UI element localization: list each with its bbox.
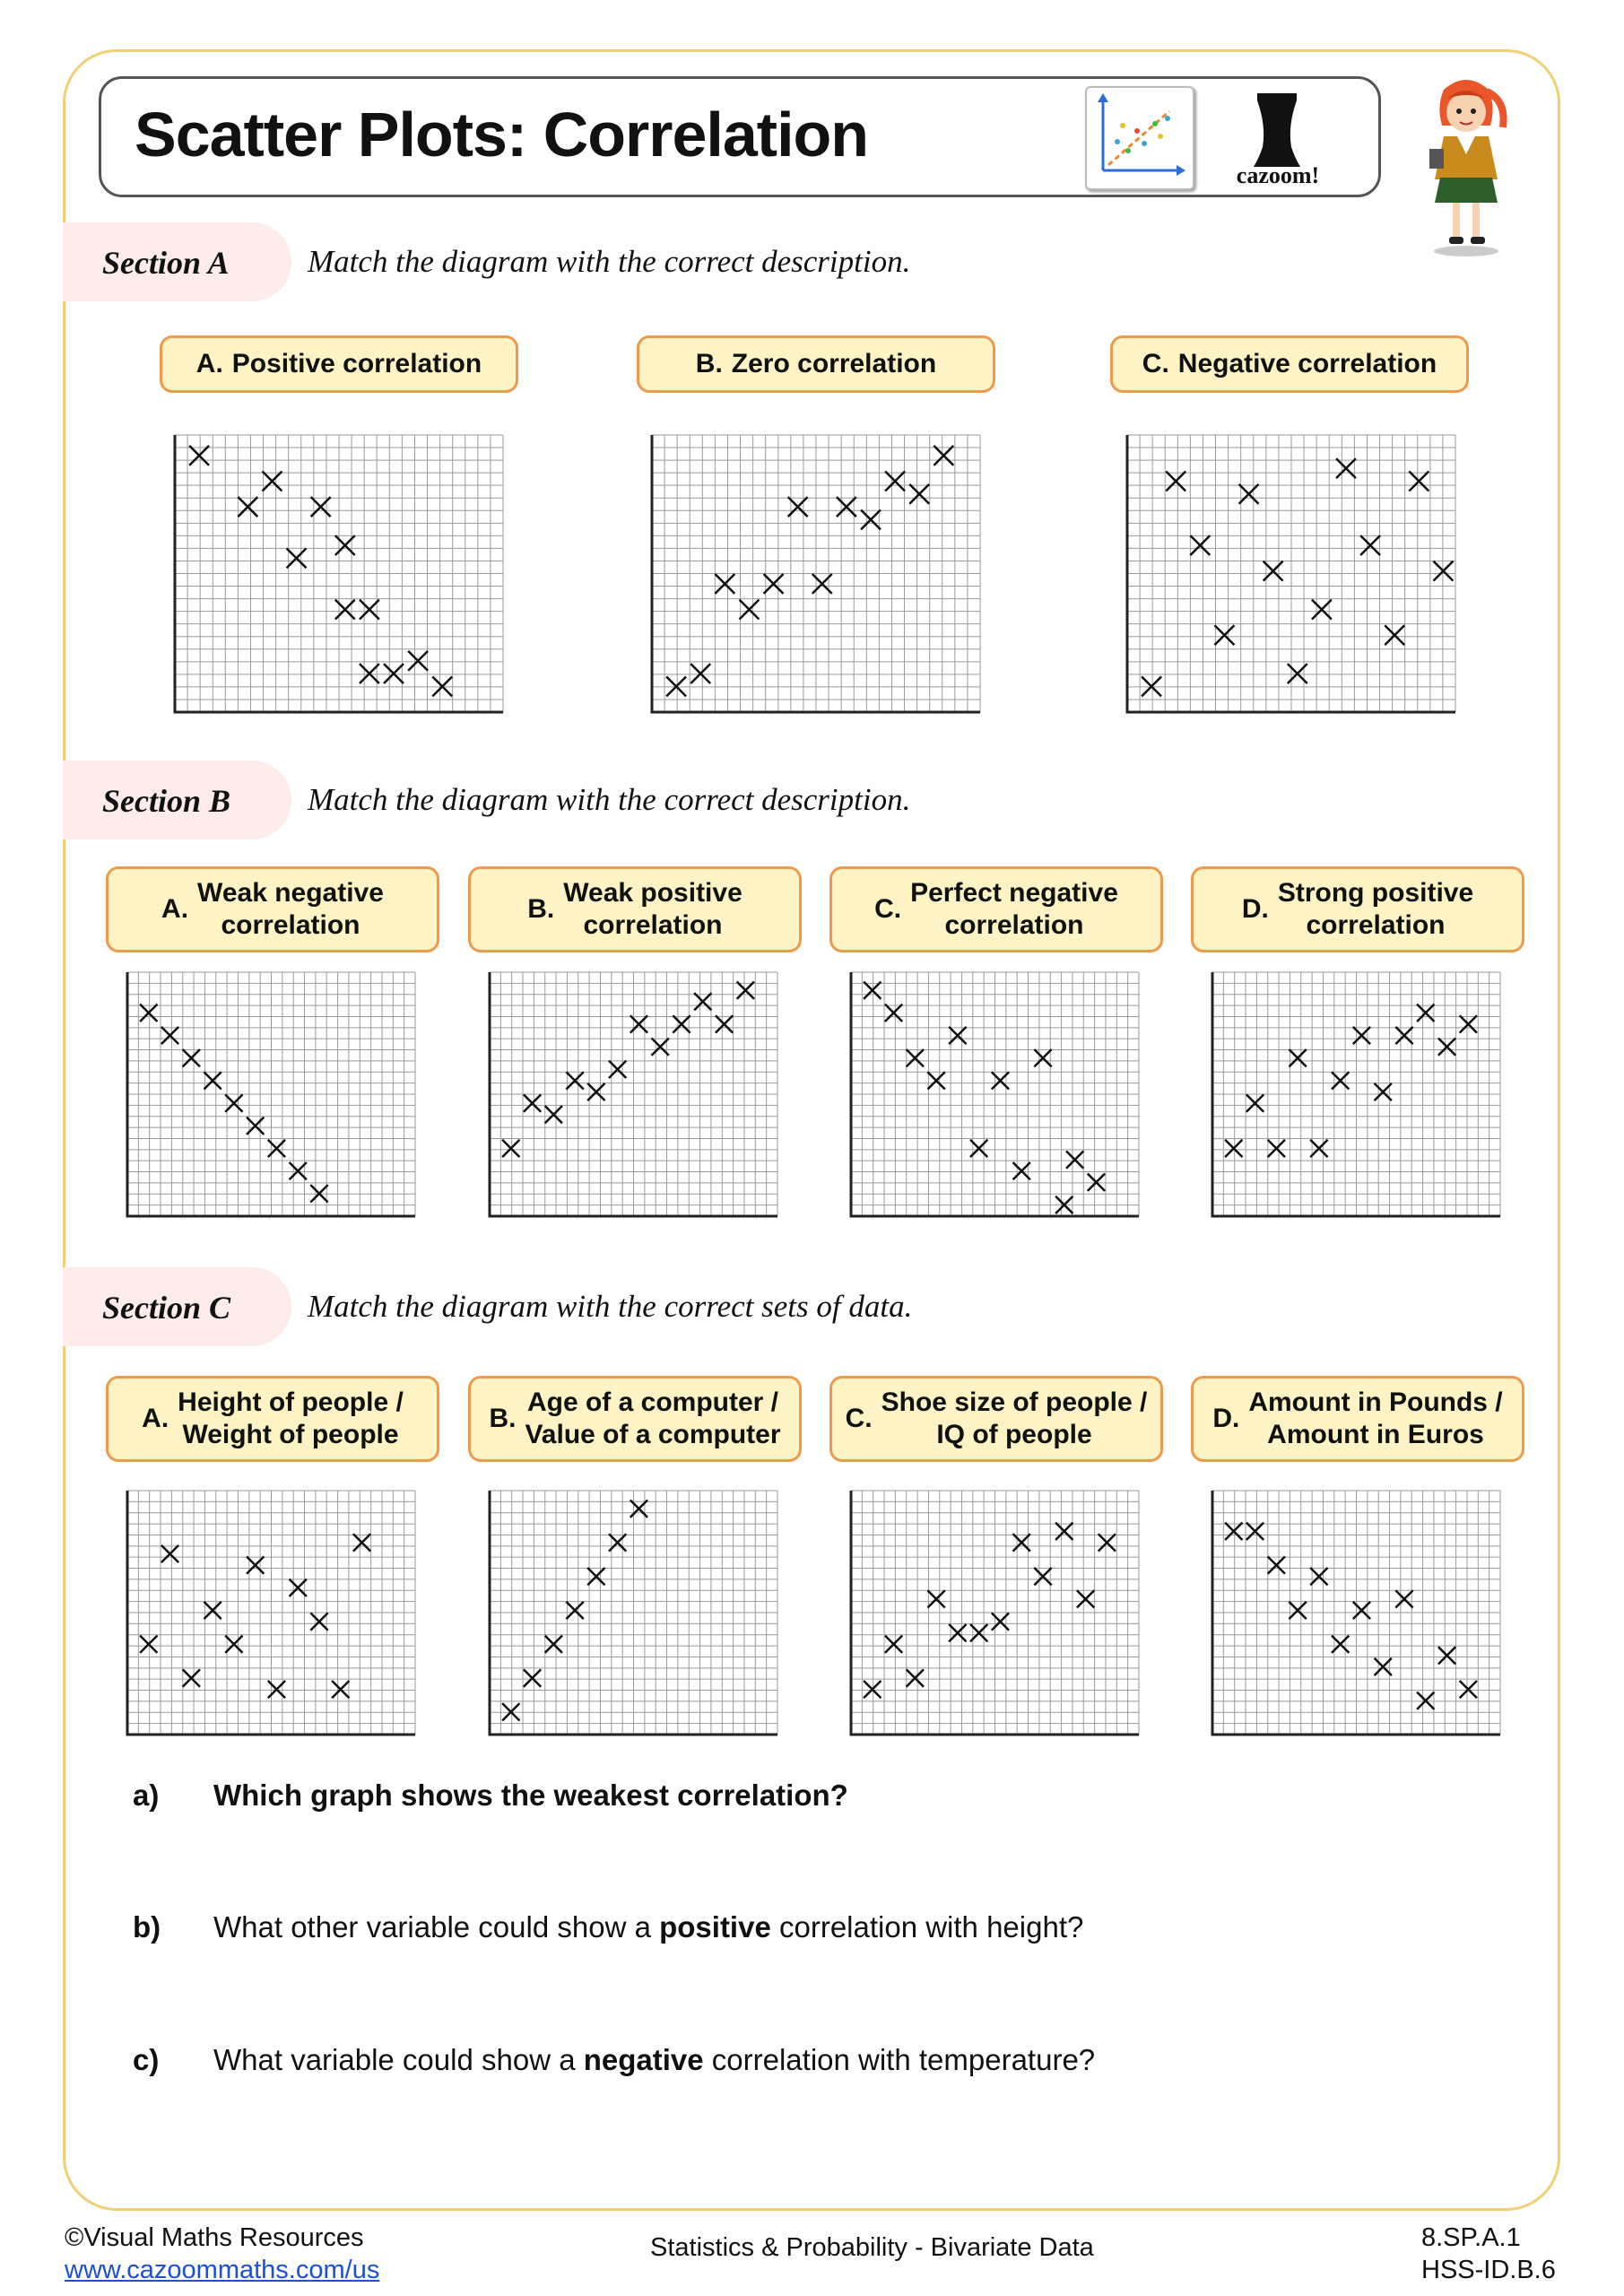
data-point-cross [737,981,754,998]
cazoom-logo [1211,86,1345,187]
data-point-cross [837,497,856,517]
data-point-cross [885,1004,902,1022]
data-point-cross [864,1681,881,1698]
data-point-cross [1034,1049,1051,1066]
data-point-cross [907,1049,924,1066]
data-point-cross [1310,1140,1327,1157]
section-a-plot-2 [650,433,982,714]
data-point-cross [1395,1590,1412,1607]
option-line-2: correlation [944,910,1084,940]
data-point-cross [673,1015,690,1032]
question-a [133,1779,848,1813]
section-c-instruction: Match the diagram with the correct sets of data. [308,1289,913,1324]
section-b-instruction: Match the diagram with the correct description. [308,782,911,817]
data-point-cross [353,1534,370,1551]
data-point-cross [739,600,759,620]
data-point-cross [587,1083,604,1100]
data-point-cross [715,574,734,594]
data-point-cross [262,472,282,491]
data-point-cross [1246,1094,1264,1111]
option-line-1: Perfect negative [910,878,1118,908]
data-point-cross [1077,1590,1094,1607]
option-letter: C. [1142,349,1169,378]
section-b-plot-2 [488,970,779,1218]
option-line-2: Value of a computer [525,1420,781,1449]
option-line-1: Amount in Pounds / [1248,1387,1503,1417]
data-point-cross [1013,1534,1030,1551]
data-point-cross [1166,472,1185,491]
question-letter: a) [133,1779,160,1812]
data-point-cross [384,664,404,683]
question-letter: c) [133,2043,160,2076]
data-point-cross [524,1094,541,1111]
section-b-plot-4 [1211,970,1502,1218]
option-text: Negative correlation [1177,349,1437,378]
scatter-chart-icon [1085,86,1194,190]
data-point-cross [907,1669,924,1686]
data-point-cross [1385,625,1404,645]
data-point-cross [1460,1681,1477,1698]
data-point-cross [183,1049,200,1066]
data-point-cross [1055,1523,1073,1540]
data-point-cross [1034,1568,1051,1585]
data-point-cross [1433,561,1453,581]
student-mascot-illustration [1417,72,1515,260]
data-point-cross [566,1072,583,1089]
section-c-plot-4 [1211,1489,1502,1736]
data-point-cross [1417,1004,1434,1022]
section-c-plot-1 [126,1489,417,1736]
data-point-cross [1239,484,1259,504]
data-point-cross [360,600,379,620]
section-b-option-b [468,866,802,952]
cazoom-logo-text: cazoom! [1236,162,1320,187]
question-emphasis: negative [583,2043,704,2076]
option-line-2: correlation [1306,910,1446,940]
data-point-cross [204,1602,221,1619]
data-point-cross [183,1669,200,1686]
section-b-plot-3 [849,970,1141,1218]
data-point-cross [140,1004,157,1022]
option-text: Positive correlation [231,349,482,378]
data-point-cross [502,1140,519,1157]
standard-code-1: 8.SP.A.1 [1421,2223,1521,2252]
option-line-2: correlation [221,910,360,940]
data-point-cross [927,1072,944,1089]
question-text-end: correlation with temperature? [703,2043,1096,2076]
data-point-cross [1395,1027,1412,1044]
question-letter: b) [133,1910,161,1944]
data-point-cross [694,993,711,1010]
data-point-cross [1375,1083,1392,1100]
option-line-1: Strong positive [1277,878,1474,908]
data-point-cross [1438,1647,1455,1664]
data-point-cross [290,1162,307,1179]
option-letter: D. [1212,1404,1240,1433]
section-c-label: Section C [102,1290,231,1326]
data-point-cross [1460,1015,1477,1032]
data-point-cross [1375,1658,1392,1675]
data-point-cross [652,1038,669,1055]
option-line-1: Age of a computer / [526,1387,779,1417]
data-point-cross [360,664,379,683]
option-line-1: Shoe size of people / [881,1387,1148,1417]
data-point-cross [764,574,784,594]
data-point-cross [1312,600,1332,620]
section-c-plot-3 [849,1489,1141,1736]
option-line-2: Amount in Euros [1267,1420,1484,1449]
data-point-cross [1214,625,1234,645]
option-letter: C. [845,1404,873,1433]
section-c-plot-2 [488,1489,779,1736]
data-point-cross [885,1636,902,1653]
data-point-cross [1438,1038,1455,1055]
data-point-cross [566,1602,583,1619]
section-a-plot-1 [173,433,505,714]
data-point-cross [1289,1049,1306,1066]
data-point-cross [864,981,881,998]
section-a-label: Section A [102,245,230,281]
data-point-cross [885,472,905,491]
data-point-cross [927,1590,944,1607]
data-point-cross [1289,1602,1306,1619]
option-letter: B. [489,1404,517,1433]
data-point-cross [1409,472,1429,491]
question-text: What other variable could show a [213,1910,660,1944]
option-line-2: IQ of people [936,1420,1092,1449]
data-point-cross [934,446,953,465]
data-point-cross [161,1027,178,1044]
section-c-option-a [106,1376,439,1462]
option-letter: D. [1241,894,1269,924]
data-point-cross [545,1106,562,1123]
standard-code-2: HSS-ID.B.6 [1421,2256,1556,2284]
data-point-cross [1360,535,1380,555]
data-point-cross [587,1568,604,1585]
data-point-cross [1190,535,1210,555]
section-b-option-c [829,866,1163,952]
section-b-plot-1 [126,970,417,1218]
data-point-cross [524,1669,541,1686]
website-link[interactable]: www.cazoommaths.com/us [65,2256,380,2284]
option-letter: A. [195,349,223,378]
data-point-cross [1088,1174,1105,1191]
section-b-option-d [1191,866,1524,952]
data-point-cross [1336,458,1356,478]
option-line-1: Weak negative [197,878,384,908]
footer-left [65,2222,379,2286]
data-point-cross [716,1015,733,1032]
data-point-cross [1268,1556,1285,1573]
question-c [133,2043,1095,2077]
section-a-option-a [160,335,518,393]
data-point-cross [1142,676,1161,696]
section-c-option-d [1191,1376,1524,1462]
data-point-cross [189,446,209,465]
data-point-cross [225,1636,242,1653]
data-point-cross [287,548,307,568]
option-text: Zero correlation [731,349,937,378]
data-point-cross [204,1072,221,1089]
data-point-cross [310,1613,327,1630]
data-point-cross [290,1579,307,1596]
data-point-cross [1225,1523,1242,1540]
data-point-cross [225,1094,242,1111]
data-point-cross [1013,1162,1030,1179]
data-point-cross [1099,1534,1116,1551]
footer-standards [1421,2222,1556,2286]
data-point-cross [140,1636,157,1653]
question-emphasis: positive [659,1910,771,1944]
data-point-cross [332,1681,349,1698]
option-letter: C. [874,894,902,924]
question-text: Which graph shows the weakest correlation? [213,1779,848,1812]
data-point-cross [238,497,257,517]
data-point-cross [1246,1523,1264,1540]
question-text-end: correlation with height? [770,1910,1084,1944]
section-c-option-b [468,1376,802,1462]
option-line-2: correlation [583,910,723,940]
option-line-1: Height of people / [178,1387,404,1417]
section-a-option-b [637,335,995,393]
option-letter: A. [142,1404,169,1433]
option-letter: A. [161,894,189,924]
section-a-plot-3 [1125,433,1457,714]
page-title: Scatter Plots: Correlation [135,100,869,170]
option-line-2: Weight of people [182,1420,399,1449]
section-b-label: Section B [102,783,231,819]
data-point-cross [432,676,452,696]
section-b-option-a [106,866,439,952]
data-point-cross [949,1624,966,1641]
data-point-cross [690,664,710,683]
question-text: What variable could show a [213,2043,584,2076]
section-a-option-c [1110,335,1469,393]
data-point-cross [1310,1568,1327,1585]
data-point-cross [666,676,686,696]
data-point-cross [1268,1140,1285,1157]
data-point-cross [545,1636,562,1653]
option-letter: B. [695,349,723,378]
footer-topic: Statistics & Probability - Bivariate Data [650,2233,1094,2262]
data-point-cross [949,1027,966,1044]
data-point-cross [909,484,929,504]
option-letter: B. [527,894,555,924]
data-point-cross [161,1545,178,1562]
option-line-1: Weak positive [563,878,743,908]
data-point-cross [1225,1140,1242,1157]
data-point-cross [1066,1151,1083,1168]
data-point-cross [1417,1692,1434,1709]
data-point-cross [408,651,428,671]
copyright-text: ©Visual Maths Resources [65,2223,364,2252]
data-point-cross [861,509,881,529]
section-a-instruction: Match the diagram with the correct description. [308,244,911,279]
section-c-option-c [829,1376,1163,1462]
question-b [133,1910,1083,1944]
